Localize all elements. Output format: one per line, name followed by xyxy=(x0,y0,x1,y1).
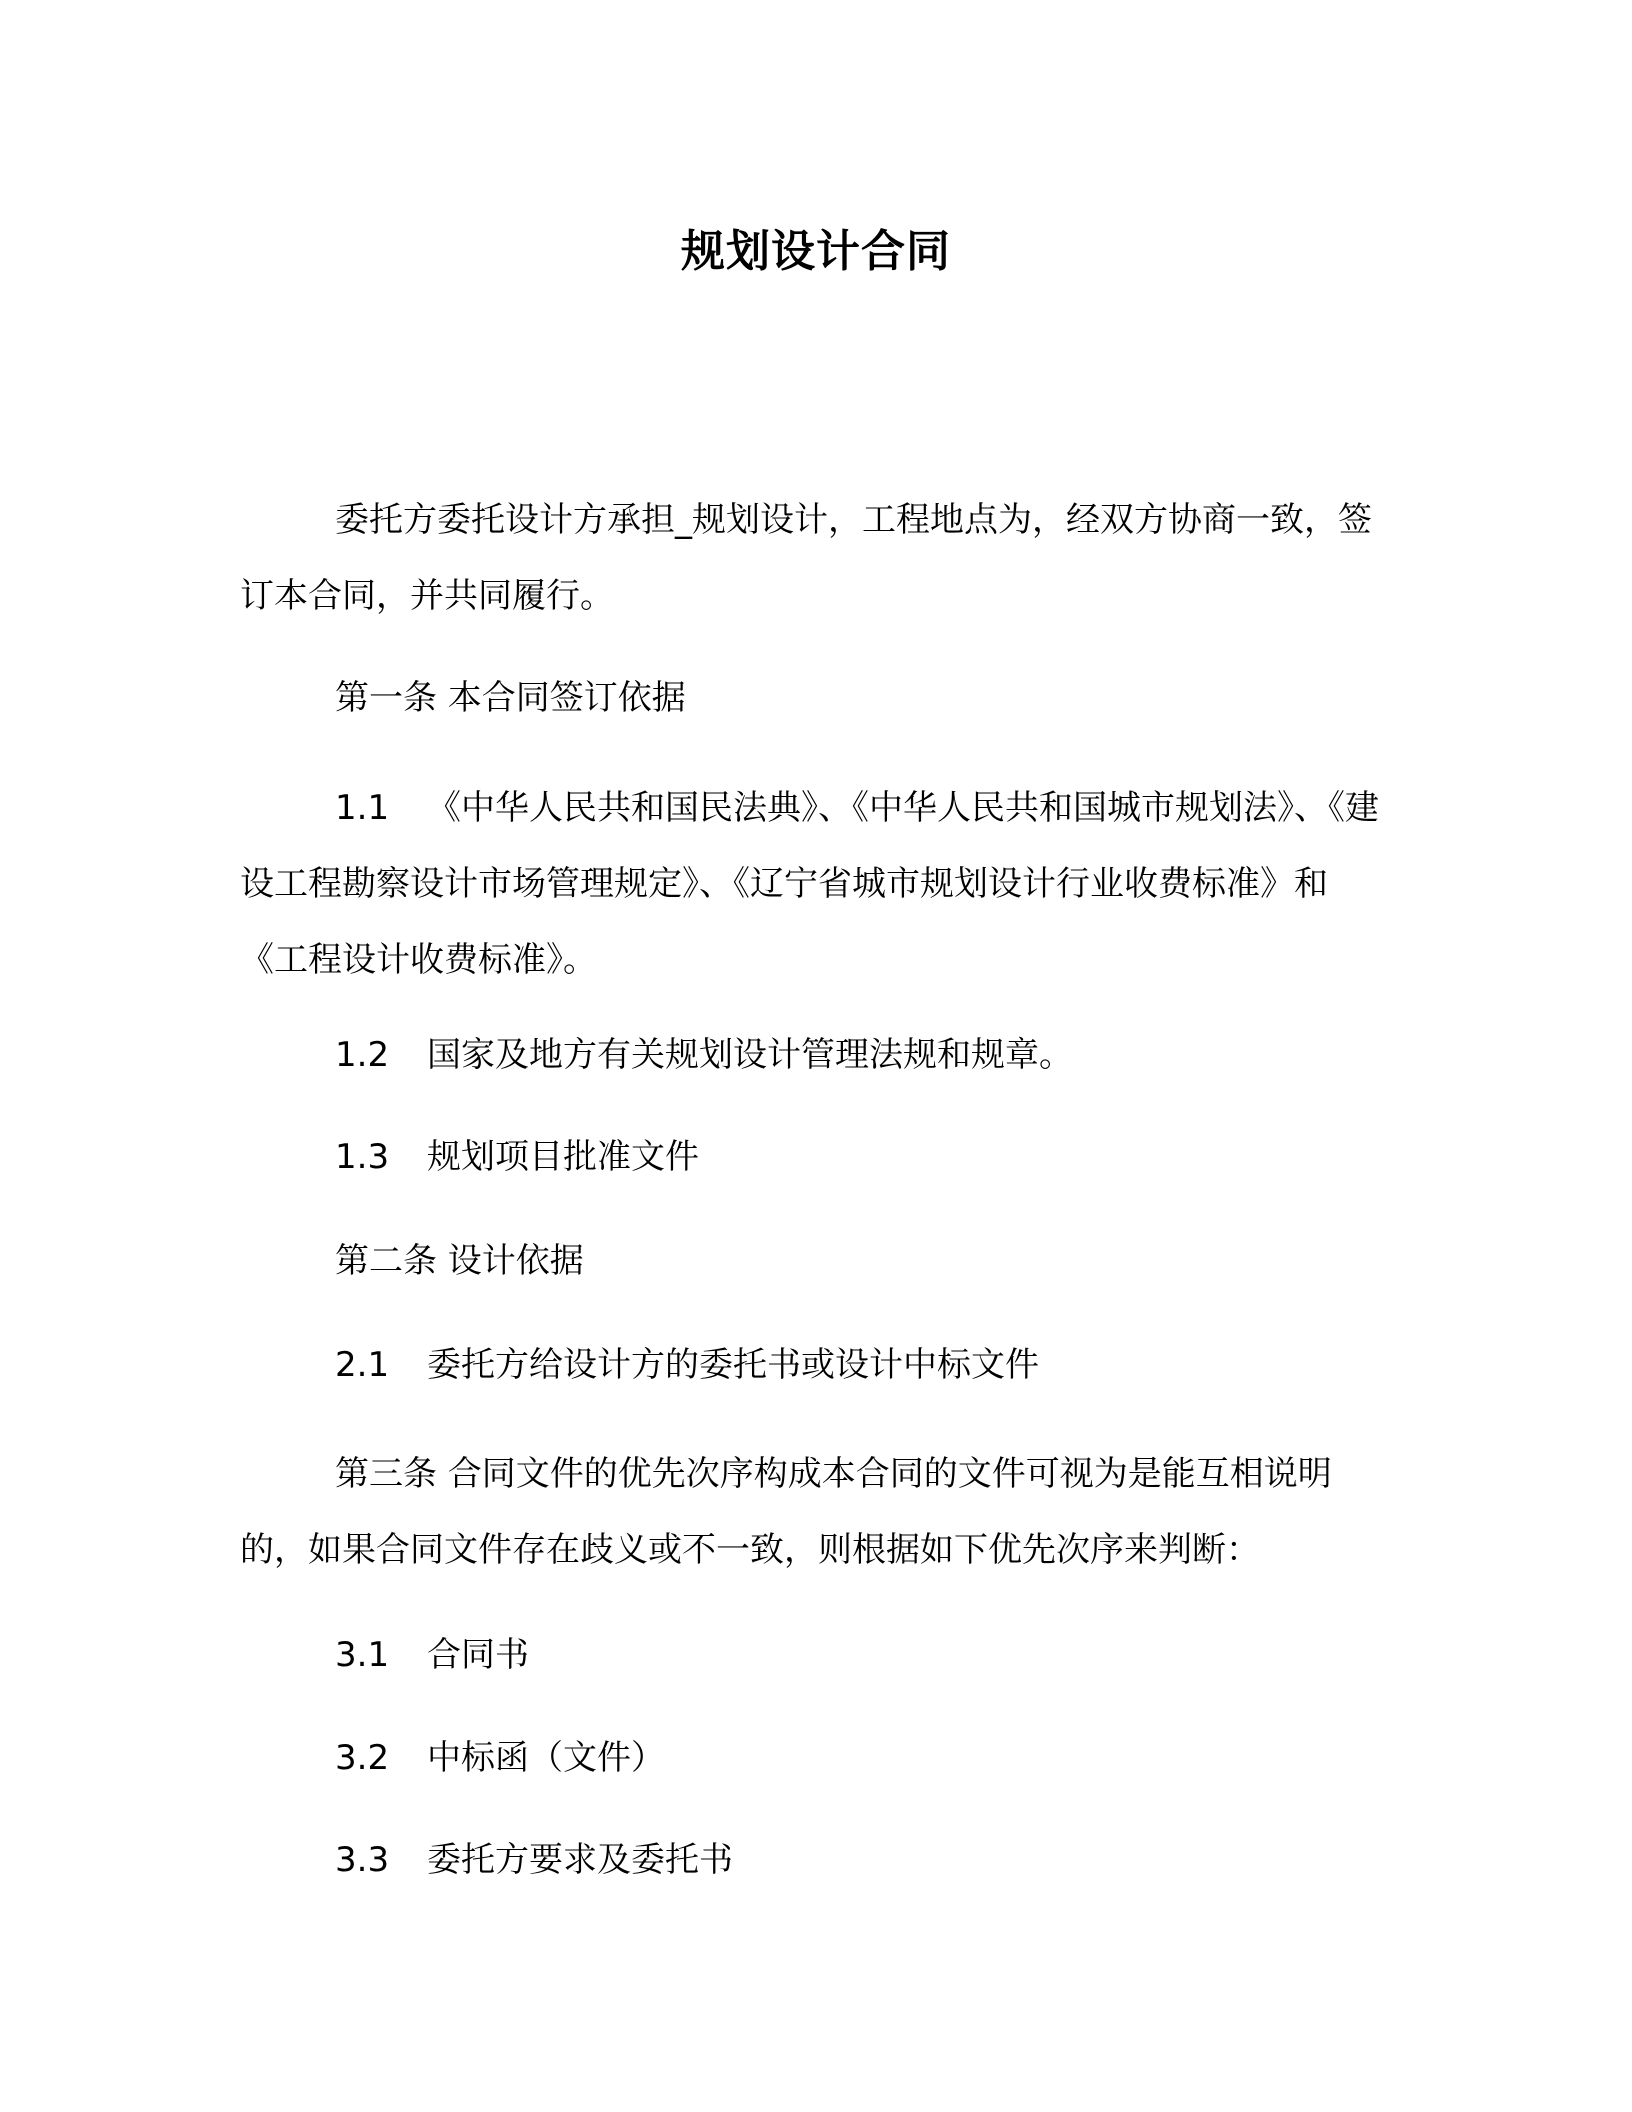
clause-3-2-text: 中标函（文件） xyxy=(427,1738,665,1778)
clause-1-3-number: 1.3 xyxy=(335,1137,390,1177)
article-1-heading: 第一条 本合同签订依据 xyxy=(335,678,686,718)
clause-1-2-text: 国家及地方有关规划设计管理法规和规章。 xyxy=(427,1035,1073,1075)
clause-1-2 xyxy=(335,1030,1073,1080)
clause-1-1 xyxy=(240,770,1380,998)
intro-paragraph: 委托方委托设计方承担_规划设计，工程地点为，经双方协商一致，签订本合同，并共同履行。 xyxy=(240,500,1372,616)
article-3-heading: 第三条 合同文件的优先次序构成本合同的文件可视为是能互相说明的，如果合同文件存在歧义或不一致，则根据如下优先次序来判断： xyxy=(240,1454,1332,1570)
clause-3-3 xyxy=(335,1835,733,1885)
clause-3-1-number: 3.1 xyxy=(335,1635,390,1675)
clause-3-1-text: 合同书 xyxy=(427,1635,529,1675)
clause-1-3 xyxy=(335,1132,699,1182)
clause-1-2-number: 1.2 xyxy=(335,1035,390,1075)
document-title: 规划设计合同 xyxy=(681,226,951,277)
clause-3-1 xyxy=(335,1630,529,1680)
clause-3-3-text: 委托方要求及委托书 xyxy=(427,1840,733,1880)
clause-1-1-text: 《中华人民共和国民法典》、《中华人民共和国城市规划法》、《建设工程勘察设计市场管理规定》、《辽宁省城市规划设计行业收费标准》和《工程设计收费标准》。 xyxy=(240,788,1379,980)
clause-3-3-number: 3.3 xyxy=(335,1840,390,1880)
clause-2-1-text: 委托方给设计方的委托书或设计中标文件 xyxy=(427,1345,1039,1385)
clause-2-1-number: 2.1 xyxy=(335,1345,390,1385)
clause-1-3-text: 规划项目批准文件 xyxy=(427,1137,699,1177)
clause-3-2 xyxy=(335,1733,665,1783)
article-2-heading: 第二条 设计依据 xyxy=(335,1241,584,1281)
clause-3-2-number: 3.2 xyxy=(335,1738,390,1778)
clause-2-1 xyxy=(335,1340,1039,1390)
clause-1-1-number: 1.1 xyxy=(335,788,390,828)
